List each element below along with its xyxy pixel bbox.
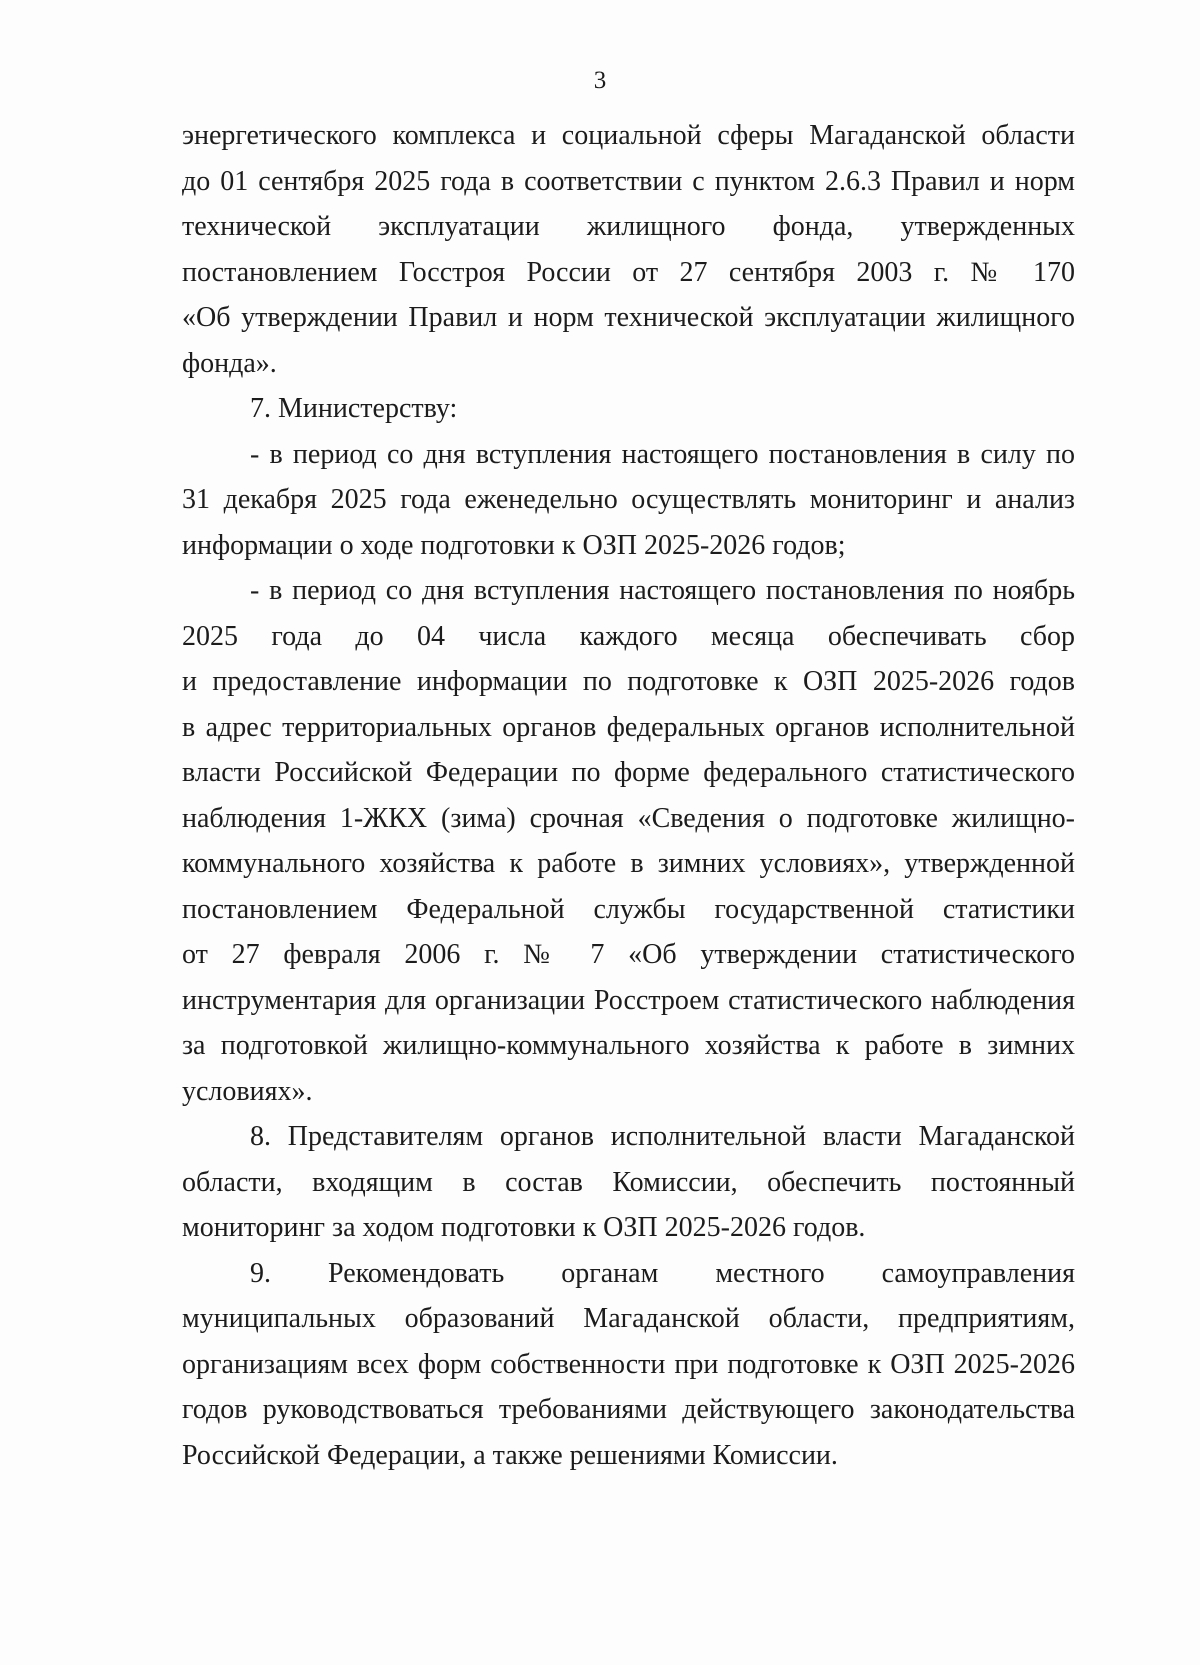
paragraph-8 bbox=[182, 1114, 1075, 1251]
text-line: коммунального хозяйства к работе в зимних условиях», утвержденной bbox=[182, 848, 1075, 879]
text-line: постановлением Федеральной службы государственной статистики bbox=[182, 893, 1075, 925]
text-line: организациям всех форм собственности при подготовке к ОЗП 2025-2026 bbox=[182, 1348, 1075, 1380]
text-line: энергетического комплекса и социальной сферы Магаданской области bbox=[182, 120, 1075, 151]
paragraph-7-item-2 bbox=[182, 568, 1075, 1114]
text-line: 9. Рекомендовать органам местного самоуправления bbox=[250, 1257, 1075, 1289]
text-line: годов руководствоваться требованиями действующего законодательства bbox=[182, 1394, 1075, 1425]
text-line: «Об утверждении Правил и норм технической эксплуатации жилищного bbox=[182, 302, 1075, 333]
text-line: инструментария для организации Росстроем статистического наблюдения bbox=[182, 984, 1075, 1016]
text-line: и предоставление информации по подготовке к ОЗП 2025-2026 годов bbox=[182, 666, 1075, 697]
text-line: от 27 февраля 2006 г. № 7 «Об утверждении статистического bbox=[182, 939, 1075, 970]
text-line: за подготовкой жилищно-коммунального хозяйства к работе в зимних bbox=[182, 1030, 1075, 1061]
page-number: 3 bbox=[593, 67, 607, 94]
text-line: фонда». bbox=[182, 347, 277, 379]
text-line: в адрес территориальных органов федеральных органов исполнительной bbox=[182, 711, 1075, 743]
text-line: постановлением Госстроя России от 27 сентября 2003 г. № 170 bbox=[182, 256, 1075, 288]
text-line: до 01 сентября 2025 года в соответствии с пунктом 2.6.3 Правил и норм bbox=[182, 165, 1075, 197]
text-line: муниципальных образований Магаданской области, предприятиям, bbox=[182, 1303, 1075, 1334]
text-line: 2025 года до 04 числа каждого месяца обеспечивать сбор bbox=[182, 620, 1075, 652]
paragraph-9 bbox=[182, 1251, 1075, 1479]
paragraph-7-heading bbox=[182, 386, 1075, 432]
text-line: власти Российской Федерации по форме федерального статистического bbox=[182, 757, 1075, 788]
text-line: информации о ходе подготовки к ОЗП 2025-2026 годов; bbox=[182, 529, 846, 561]
text-line: 7. Министерству: bbox=[250, 393, 458, 424]
text-line: 8. Представителям органов исполнительной власти Магаданской bbox=[250, 1121, 1075, 1152]
document-body bbox=[182, 113, 1075, 1478]
text-line: 31 декабря 2025 года еженедельно осуществлять мониторинг и анализ bbox=[182, 484, 1075, 515]
paragraph-continuation bbox=[182, 113, 1075, 386]
text-line: наблюдения 1-ЖКХ (зима) срочная «Сведения о подготовке жилищно- bbox=[182, 802, 1075, 834]
text-line: области, входящим в состав Комиссии, обеспечить постоянный bbox=[182, 1166, 1075, 1198]
text-line: - в период со дня вступления настоящего постановления по ноябрь bbox=[250, 575, 1075, 606]
paragraph-7-item-1 bbox=[182, 432, 1075, 569]
text-line: Российской Федерации, а также решениями Комиссии. bbox=[182, 1439, 838, 1471]
text-line: мониторинг за ходом подготовки к ОЗП 2025-2026 годов. bbox=[182, 1212, 866, 1243]
text-line: технической эксплуатации жилищного фонда, утвержденных bbox=[182, 211, 1075, 242]
text-line: - в период со дня вступления настоящего постановления в силу по bbox=[250, 438, 1075, 470]
text-line: условиях». bbox=[182, 1075, 313, 1107]
